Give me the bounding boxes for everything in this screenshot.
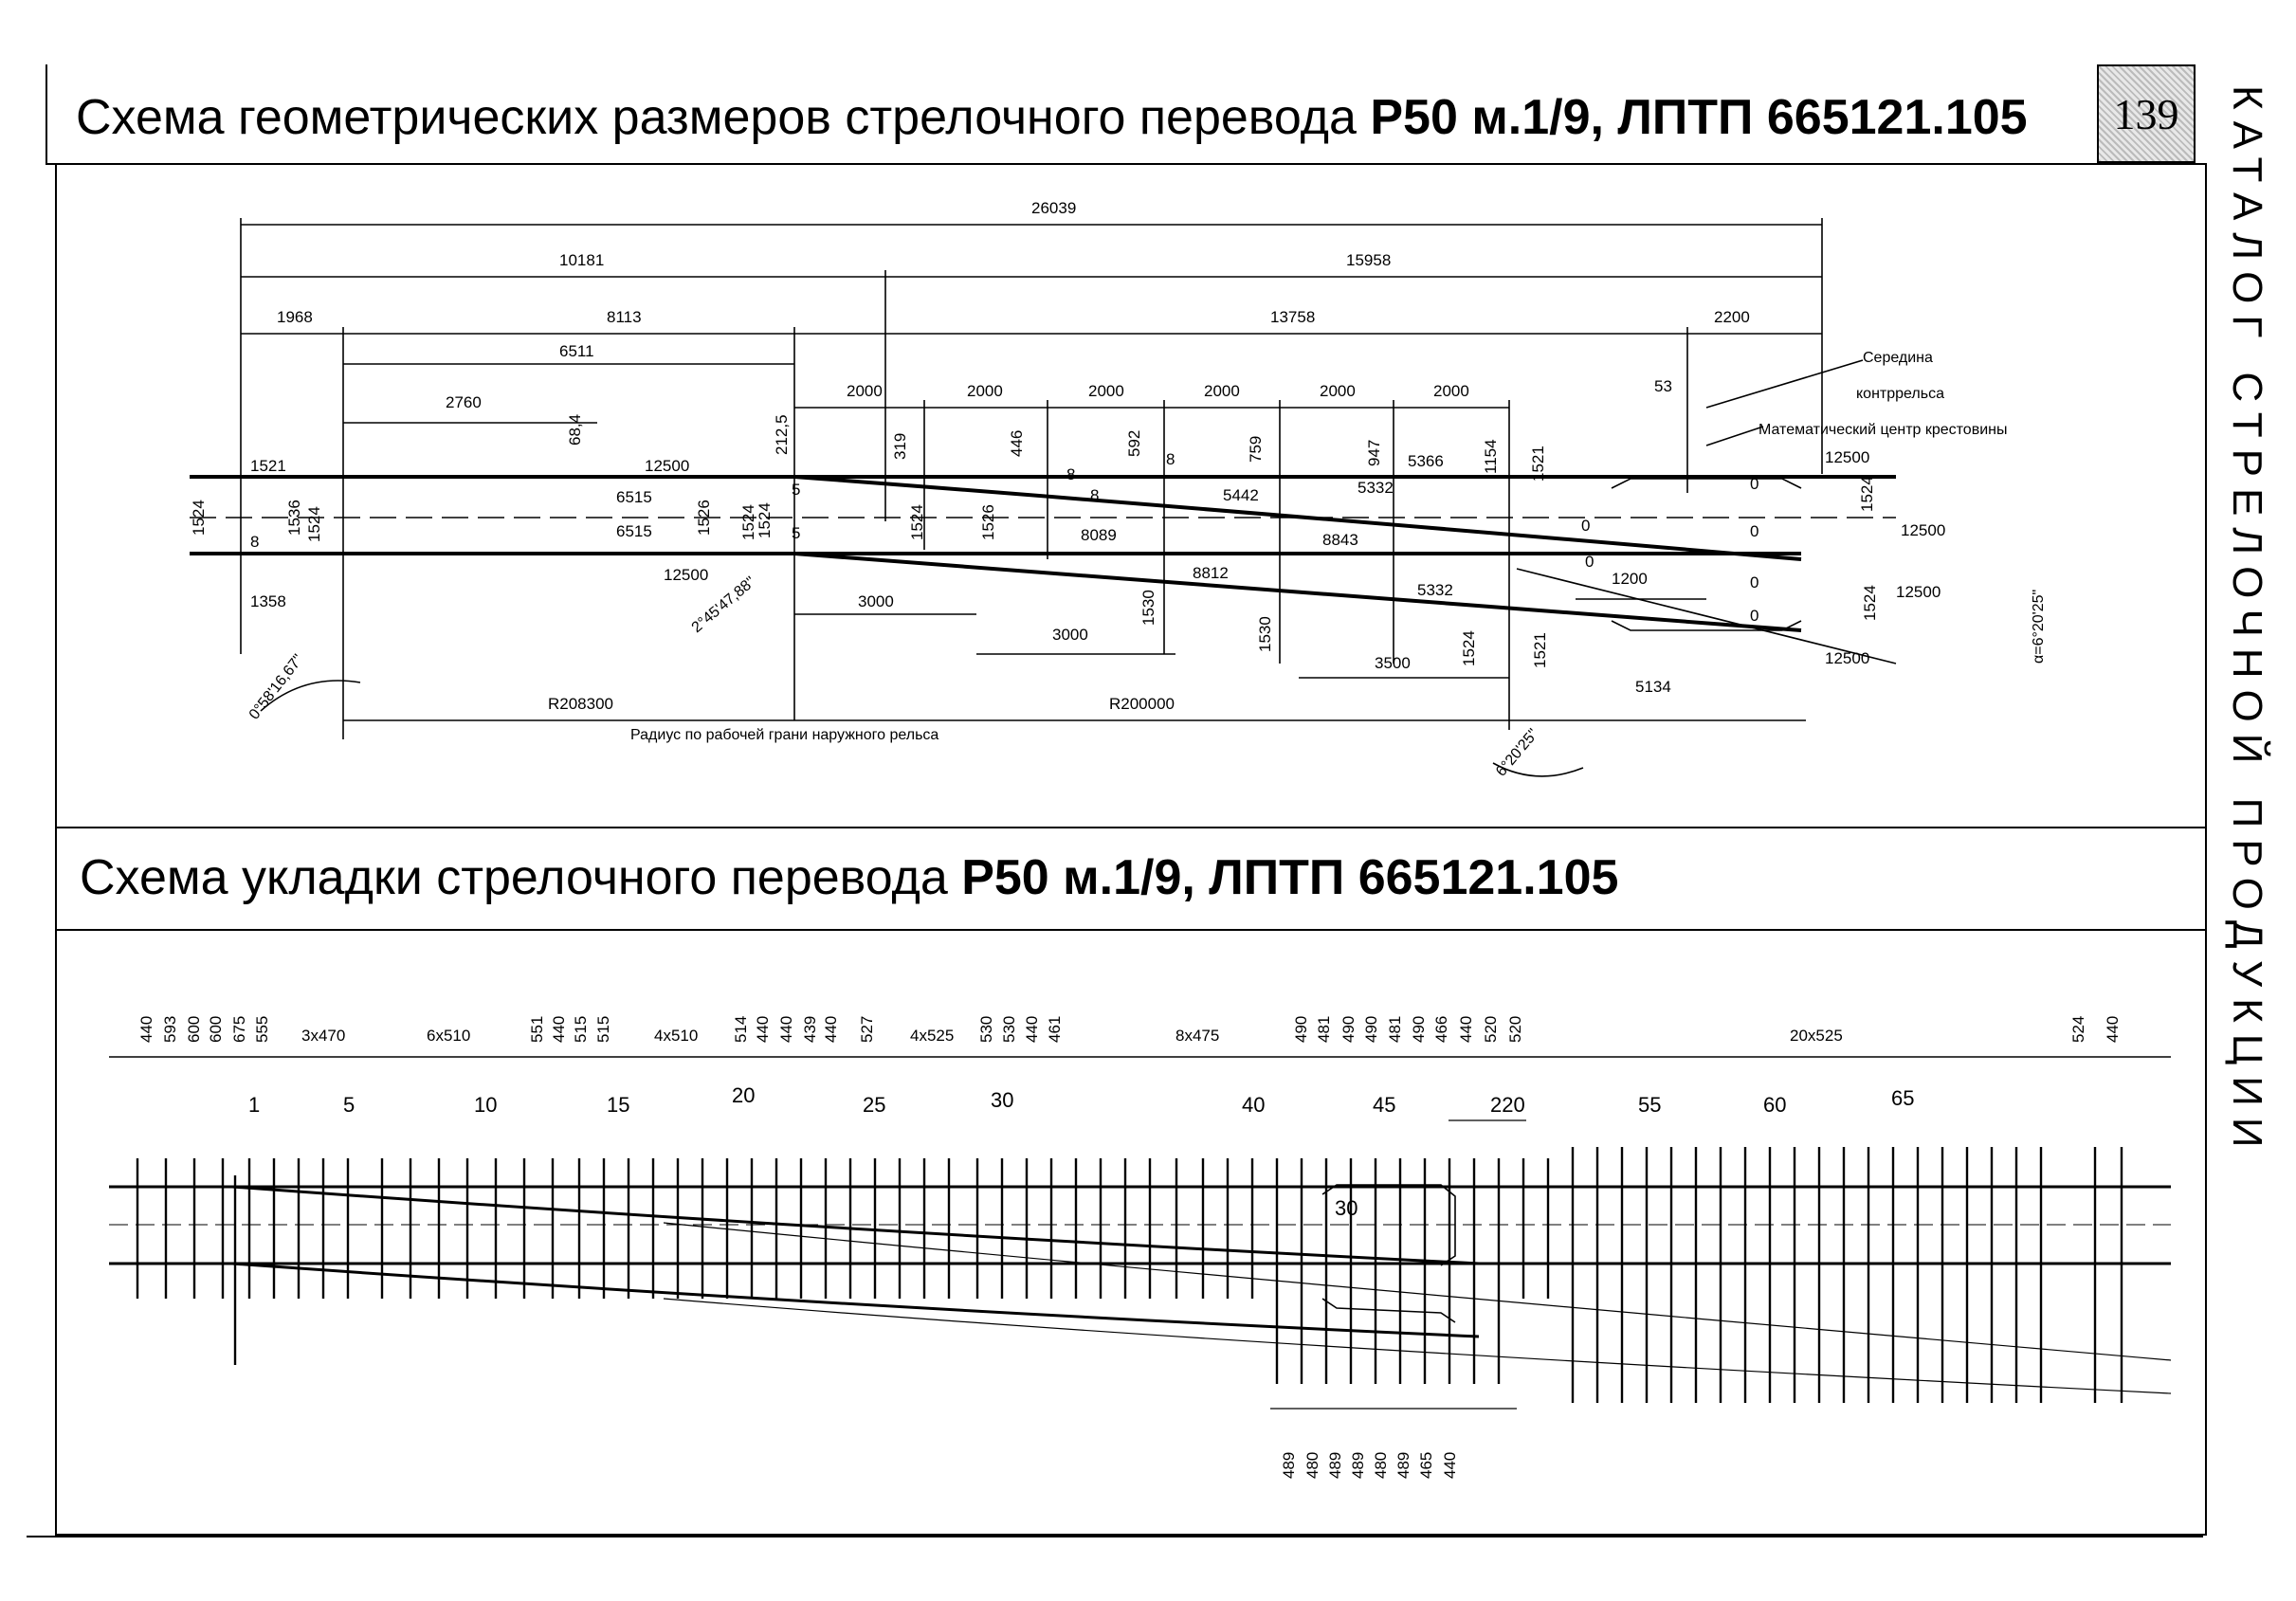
svg-text:3500: 3500 <box>1375 654 1411 672</box>
dimension-label: 68,4 <box>566 413 584 446</box>
dimension-label: 1530 <box>1256 616 1274 652</box>
layout-dimension: 520 <box>1506 1015 1524 1043</box>
layout-dimension: 515 <box>572 1015 590 1043</box>
layout-dimension: 593 <box>161 1015 179 1043</box>
svg-text:12500: 12500 <box>1825 448 1870 466</box>
dimension-label: 1526 <box>979 504 997 540</box>
svg-text:8843: 8843 <box>1322 531 1358 549</box>
svg-text:1200: 1200 <box>1612 570 1648 588</box>
svg-text:12500: 12500 <box>1825 649 1870 667</box>
layout-dimension: 8x475 <box>1175 1027 1220 1045</box>
label-ang1: 0°58'16,67" <box>246 651 307 723</box>
dimension-label: 0 <box>1581 517 1591 535</box>
dim-2760: 2760 <box>446 393 482 411</box>
svg-text:5366: 5366 <box>1408 452 1444 470</box>
layout-dimension: 490 <box>1339 1015 1358 1043</box>
dimension-label: 1530 <box>1139 590 1157 626</box>
dimension-label: 1524 <box>305 506 323 542</box>
tie-number: 5 <box>343 1093 355 1117</box>
layout-dimension: 527 <box>858 1015 876 1043</box>
svg-text:1521: 1521 <box>250 457 286 475</box>
tie-number: 45 <box>1373 1093 1396 1117</box>
tie-number: 65 <box>1891 1086 1915 1110</box>
dim-15958: 15958 <box>1346 251 1392 269</box>
dimension-label: 0 <box>1750 573 1759 591</box>
layout-dimension: 515 <box>594 1015 612 1043</box>
layout-dimension: 480 <box>1372 1451 1390 1479</box>
label-r2: R200000 <box>1109 695 1175 713</box>
svg-text:8: 8 <box>1166 450 1175 468</box>
dimension-label: 212,5 <box>773 414 791 455</box>
layout-dimension: 530 <box>1000 1015 1018 1043</box>
dimension-label: 1536 <box>285 500 303 536</box>
svg-text:12500: 12500 <box>664 566 709 584</box>
label-ang4: α=6°20'25" <box>2031 589 2047 664</box>
layout-dimension: 520 <box>1482 1015 1500 1043</box>
layout-dimension: 489 <box>1326 1451 1344 1479</box>
dimension-label: 5 <box>792 481 801 499</box>
dim-2000-d: 2000 <box>1204 382 1240 400</box>
dim-2000-a: 2000 <box>847 382 883 400</box>
svg-text:6515: 6515 <box>616 522 652 540</box>
tie-number: 20 <box>732 1083 756 1107</box>
layout-dimension: 20x525 <box>1790 1027 1843 1045</box>
svg-text:8812: 8812 <box>1193 564 1229 582</box>
page-number: 139 <box>2113 89 2179 138</box>
svg-text:1358: 1358 <box>250 592 286 610</box>
svg-text:5442: 5442 <box>1223 486 1259 504</box>
tie-number: 40 <box>1242 1093 1266 1117</box>
dimension-label: 0 <box>1750 522 1759 540</box>
dim-1968: 1968 <box>277 308 313 326</box>
layout-dimension: 466 <box>1432 1015 1450 1043</box>
dimension-label: 1524 <box>1858 476 1876 512</box>
label-ang3: 6°20'25" <box>1493 725 1542 780</box>
label-r1: R208300 <box>548 695 614 713</box>
tie-number: 25 <box>863 1093 886 1117</box>
dim-2000-e: 2000 <box>1320 382 1356 400</box>
dimension-label: 1524 <box>1861 585 1879 621</box>
layout-dimension: 555 <box>253 1015 271 1043</box>
layout-dimension: 551 <box>528 1015 546 1043</box>
dim-2000-c: 2000 <box>1088 382 1124 400</box>
layout-dimension: 514 <box>732 1015 750 1043</box>
dim-13758: 13758 <box>1270 308 1316 326</box>
tie-number: 30 <box>991 1088 1014 1112</box>
layout-dimension: 465 <box>1417 1451 1435 1479</box>
layout-dimension: 440 <box>1457 1015 1475 1043</box>
svg-text:8: 8 <box>1090 486 1100 504</box>
dimension-label: 1524 <box>908 504 926 540</box>
dimension-label: 1524 <box>1460 630 1478 666</box>
tie-number: 1 <box>248 1093 261 1117</box>
layout-dimension: 481 <box>1315 1015 1333 1043</box>
svg-text:12500: 12500 <box>645 457 690 475</box>
svg-text:8: 8 <box>1066 465 1076 483</box>
layout-dimension: 480 <box>1303 1451 1321 1479</box>
layout-dimension: 600 <box>207 1015 225 1043</box>
dimension-label: 0 <box>1750 475 1759 493</box>
layout-dimension: 481 <box>1386 1015 1404 1043</box>
dim-2000-b: 2000 <box>967 382 1003 400</box>
dim-26039: 26039 <box>1031 199 1077 217</box>
layout-dimension: 530 <box>977 1015 995 1043</box>
dimension-label: 1154 <box>1482 439 1500 474</box>
layout-dimension: 440 <box>754 1015 772 1043</box>
layout-dimension: 600 <box>185 1015 203 1043</box>
dim-6511: 6511 <box>559 342 594 360</box>
dimension-label: 319 <box>891 432 909 460</box>
dimension-label: 947 <box>1365 439 1383 466</box>
section2-title: Схема укладки стрелочного перевода Р50 м.1/9, ЛПТП 665121.105 <box>80 850 1619 905</box>
dim-2000-f: 2000 <box>1433 382 1469 400</box>
label-radius-note: Радиус по рабочей грани наружного рельса <box>630 727 939 743</box>
dimension-label: 759 <box>1247 435 1265 463</box>
dimension-label: 1524 <box>190 500 208 536</box>
dimension-label: 1524 <box>756 502 774 538</box>
layout-dimension: 4x525 <box>910 1027 955 1045</box>
layout-dimension: 439 <box>801 1015 819 1043</box>
layout-dimension: 461 <box>1046 1015 1064 1043</box>
dimension-label: 1524 <box>739 504 757 540</box>
dimension-label: 1526 <box>695 500 713 536</box>
label-ang2: 2°45'47,88" <box>688 573 759 637</box>
dim-8113: 8113 <box>607 308 642 326</box>
side-label: КАТАЛОГ СТРЕЛОЧНОЙ ПРОДУКЦИИ <box>2224 85 2270 1159</box>
dimension-label: 5332 <box>1358 479 1394 497</box>
tie-number: 30 <box>1335 1196 1358 1220</box>
layout-dimension: 489 <box>1349 1451 1367 1479</box>
layout-dimension: 490 <box>1292 1015 1310 1043</box>
dimension-label: 0 <box>1750 607 1759 625</box>
layout-dimension: 440 <box>550 1015 568 1043</box>
svg-text:3000: 3000 <box>1052 626 1088 644</box>
layout-dimension: 6x510 <box>427 1027 471 1045</box>
tie-number: 10 <box>474 1093 498 1117</box>
svg-text:5332: 5332 <box>1417 581 1453 599</box>
layout-dimension: 440 <box>777 1015 795 1043</box>
svg-text:12500: 12500 <box>1896 583 1941 601</box>
svg-text:53: 53 <box>1654 377 1672 395</box>
layout-dimension: 489 <box>1280 1451 1298 1479</box>
layout-dimension: 3x470 <box>301 1027 346 1045</box>
layout-dimension: 524 <box>2069 1015 2087 1043</box>
layout-dimension: 675 <box>230 1015 248 1043</box>
layout-dimension: 489 <box>1394 1451 1412 1479</box>
dimension-label: 5 <box>792 524 801 542</box>
label-math-center: Математический центр крестовины <box>1758 422 2008 438</box>
svg-text:3000: 3000 <box>858 592 894 610</box>
svg-text:5134: 5134 <box>1635 678 1671 696</box>
layout-dimension: 4x510 <box>654 1027 699 1045</box>
layout-dimension: 440 <box>137 1015 155 1043</box>
svg-text:12500: 12500 <box>1901 521 1946 539</box>
dimension-label: 1521 <box>1529 446 1547 482</box>
dimension-label: 1521 <box>1531 632 1549 668</box>
label-middle-guard2: контррельса <box>1856 386 1944 402</box>
dimension-label: 0 <box>1585 553 1594 571</box>
tie-number: 55 <box>1638 1093 1662 1117</box>
layout-dimension: 490 <box>1362 1015 1380 1043</box>
svg-text:8: 8 <box>250 533 260 551</box>
layout-dimension: 440 <box>1023 1015 1041 1043</box>
layout-dimension: 440 <box>822 1015 840 1043</box>
tie-number: 15 <box>607 1093 630 1117</box>
dimension-label: 446 <box>1008 429 1026 457</box>
section1-title: Схема геометрических размеров стрелочного перевода Р50 м.1/9, ЛПТП 665121.105 <box>76 90 2028 145</box>
tie-number: 220 <box>1490 1093 1525 1117</box>
svg-text:8089: 8089 <box>1081 526 1117 544</box>
layout-dimension: 440 <box>1441 1451 1459 1479</box>
dim-10181: 10181 <box>559 251 605 269</box>
tie-number: 60 <box>1763 1093 1787 1117</box>
dim-2200: 2200 <box>1714 308 1750 326</box>
dimension-label: 592 <box>1125 429 1143 457</box>
label-middle-guard: Середина <box>1863 350 1933 366</box>
layout-dimension: 490 <box>1410 1015 1428 1043</box>
layout-dimension: 440 <box>2104 1015 2122 1043</box>
svg-text:6515: 6515 <box>616 488 652 506</box>
